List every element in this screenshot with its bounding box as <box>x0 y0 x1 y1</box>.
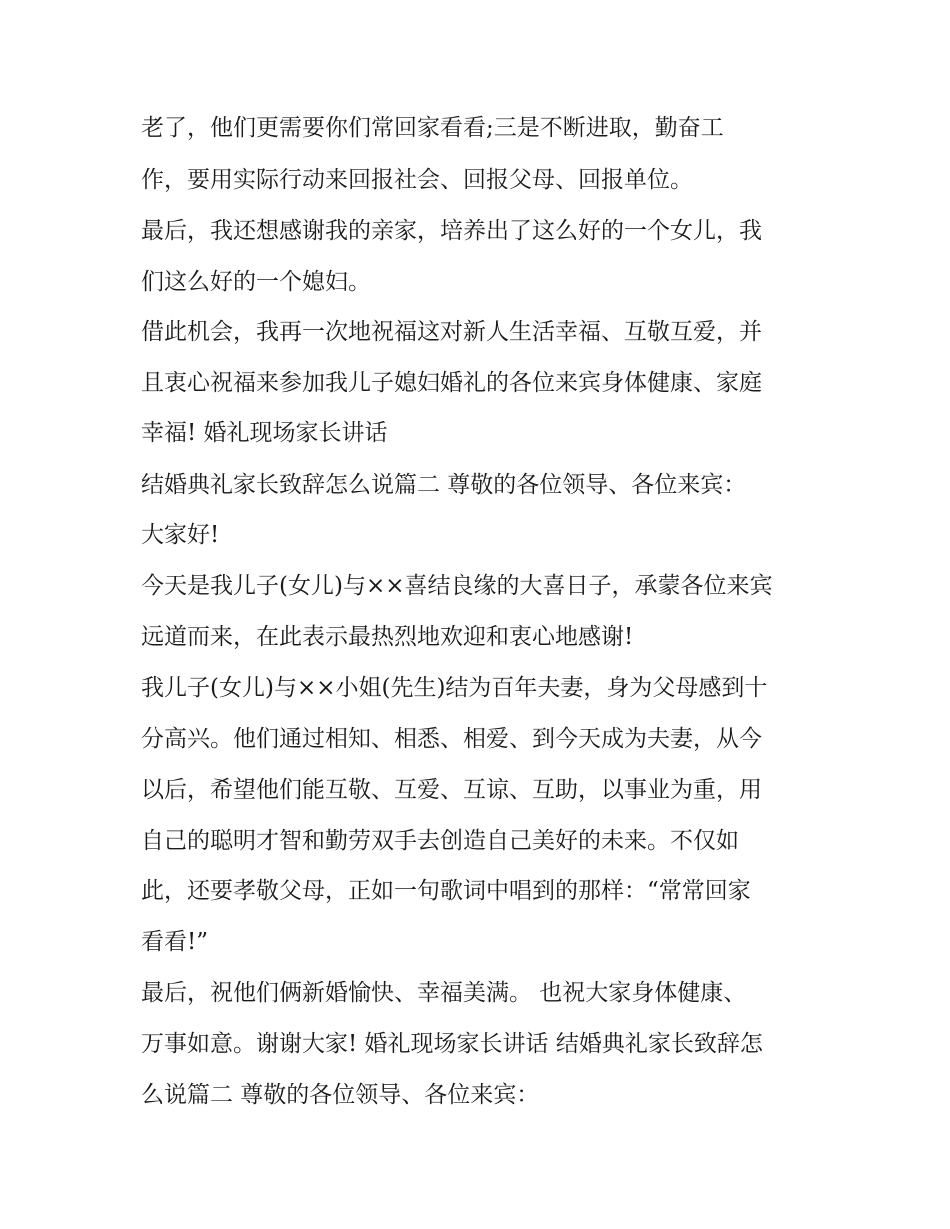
text-line: 此，还要孝敬父母，正如一句歌词中唱到的那样：“常常回家 <box>141 878 751 904</box>
text-line: 最后，我还想感谢我的亲家，培养出了这么好的一个女儿，我 <box>141 218 762 244</box>
text-line: 幸福! 婚礼现场家长讲话 <box>141 420 388 446</box>
text-line: 看看!” <box>141 929 209 955</box>
text-line: 老了，他们更需要你们常回家看看;三是不断进取，勤奋工 <box>141 115 724 141</box>
text-line: 以后，希望他们能互敬、互爱、互谅、互助，以事业为重，用 <box>141 777 762 803</box>
text-line: 且衷心祝福来参加我儿子媳妇婚礼的各位来宾身体健康、家庭 <box>141 370 762 396</box>
text-line: 远道而来，在此表示最热烈地欢迎和衷心地感谢! <box>141 624 634 650</box>
text-line: 自己的聪明才智和勤劳双手去创造自己美好的未来。不仅如 <box>141 828 739 854</box>
text-line: 最后，祝他们俩新婚愉快、幸福美满。 也祝大家身体健康、 <box>141 980 747 1006</box>
text-line: 借此机会，我再一次地祝福这对新人生活幸福、互敬互爱，并 <box>141 319 762 345</box>
text-line: 结婚典礼家长致辞怎么说篇二 尊敬的各位领导、各位来宾： <box>141 472 747 498</box>
text-line: 我儿子(女儿)与××小姐(先生)结为百年夫妻，身为父母感到十 <box>141 675 768 701</box>
text-line: 作，要用实际行动来回报社会、回报父母、回报单位。 <box>141 167 693 193</box>
text-line: 分高兴。他们通过相知、相悉、相爱、到今天成为夫妻，从今 <box>141 726 762 752</box>
text-line: 们这么好的一个媳妇。 <box>141 269 371 295</box>
text-line: 大家好! <box>141 522 220 548</box>
text-line: 万事如意。谢谢大家! 婚礼现场家长讲话 结婚典礼家长致辞怎 <box>141 1031 763 1057</box>
text-line: 么说篇二 尊敬的各位领导、各位来宾： <box>141 1082 540 1108</box>
text-line: 今天是我儿子(女儿)与××喜结良缘的大喜日子，承蒙各位来宾 <box>141 573 773 599</box>
